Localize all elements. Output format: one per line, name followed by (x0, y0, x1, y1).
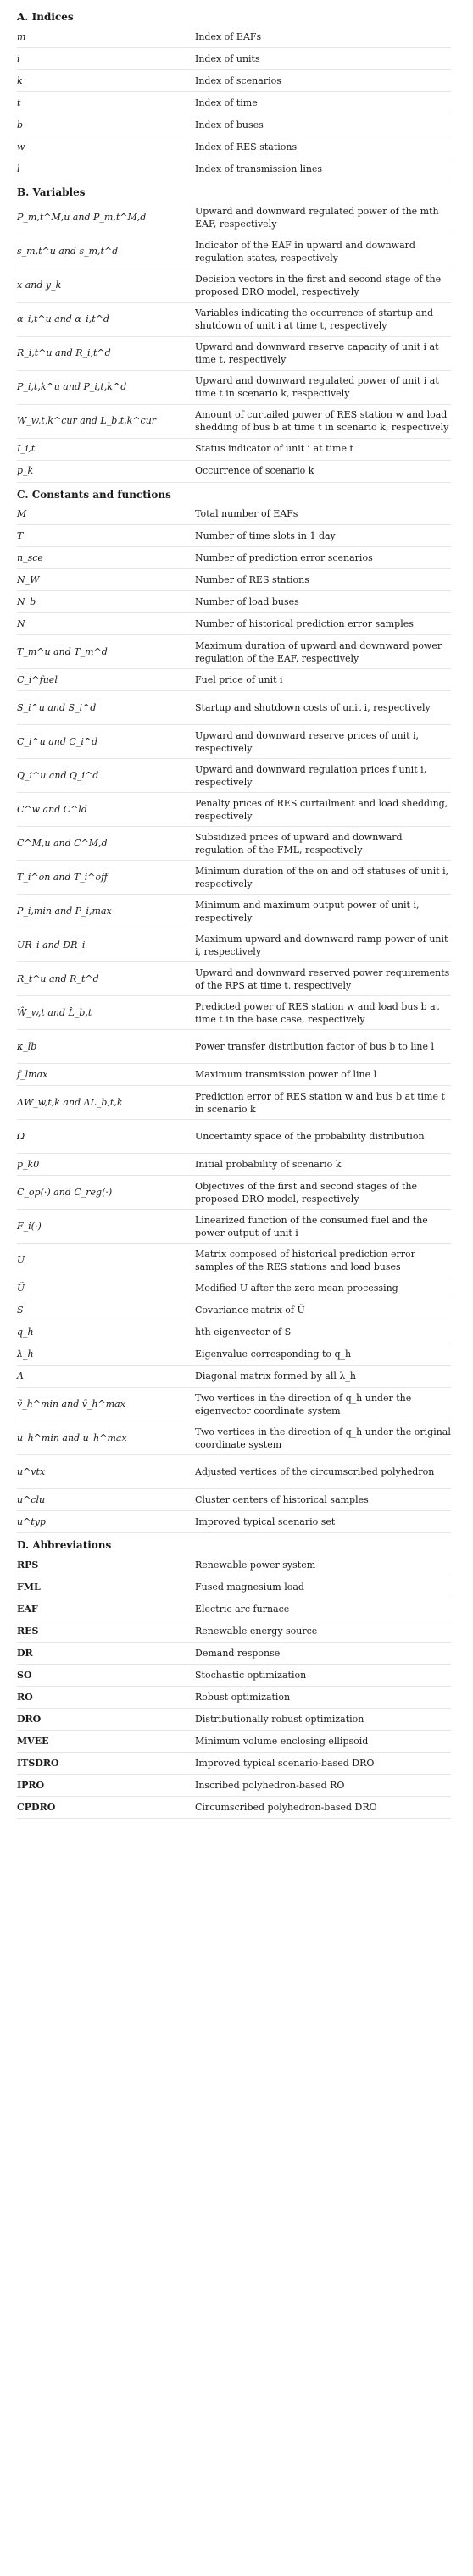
description: Predicted power of RES station w and load bus b at time t in the base case, respectively (195, 1000, 440, 1025)
description: Two vertices in the direction of q_h under the original coordinate system (195, 1426, 451, 1450)
nomenclature-row (17, 1064, 451, 1086)
description: Power transfer distribution factor of bus b to line l (195, 1041, 434, 1053)
description: Upward and downward reserve prices of unit i, respectively (195, 729, 420, 754)
description: Upward and downward regulated power of unit i at time t in scenario k, respectively (195, 374, 439, 400)
description: Upward and downward reserve capacity of unit i at time t, respectively (195, 341, 439, 366)
nomenclature-row (17, 525, 451, 547)
nomenclature-row (17, 1366, 451, 1388)
description: Minimum volume enclosing ellipsoid (195, 1735, 369, 1747)
description: Improved typical scenario-based DRO (195, 1757, 375, 1769)
nomenclature-row (17, 1388, 451, 1421)
symbol: P_i,min and P_i,max (17, 906, 112, 917)
symbol: f_lmax (17, 1069, 48, 1081)
description: Adjusted vertices of the circumscribed polyhedron (195, 1466, 435, 1478)
nomenclature-row (17, 1731, 451, 1753)
description: Upward and downward regulated power of the mth EAF, respectively (195, 205, 439, 230)
nomenclature-row (17, 439, 451, 461)
description: Renewable power system (195, 1559, 316, 1571)
description: Index of units (195, 53, 260, 64)
description: Minimum duration of the on and off statuses of unit i, respectively (195, 865, 449, 889)
description: Index of transmission lines (195, 163, 323, 175)
symbol: m (17, 30, 26, 42)
description: Number of time slots in 1 day (195, 530, 336, 542)
section-title: B. Variables (17, 186, 86, 198)
symbol: P_i,t,k^u and P_i,t,k^d (17, 381, 127, 393)
symbol: T (17, 530, 24, 542)
symbol: n_sce (17, 552, 43, 564)
nomenclature-row (17, 1665, 451, 1687)
nomenclature-row (17, 895, 451, 928)
description: Matrix composed of historical prediction error samples of the RES stations and load buses (195, 1248, 415, 1272)
nomenclature-row (17, 635, 451, 669)
symbol: w (17, 141, 25, 152)
section (17, 10, 451, 180)
description: Number of historical prediction error samples (195, 618, 414, 630)
description: Penalty prices of RES curtailment and load shedding, respectively (195, 797, 448, 822)
description: Demand response (195, 1647, 281, 1659)
symbol: N_b (17, 596, 36, 608)
nomenclature-row (17, 1343, 451, 1366)
symbol: u_h^min and u_h^max (17, 1432, 127, 1444)
nomenclature-row (17, 1554, 451, 1576)
symbol: ΔW_w,t,k and ΔL_b,t,k (17, 1097, 123, 1109)
nomenclature-row (17, 1455, 451, 1489)
description: Two vertices in the direction of q_h under the eigenvector coordinate system (195, 1392, 412, 1416)
section (17, 186, 451, 483)
nomenclature-row (17, 569, 451, 591)
description: Variables indicating the occurrence of startup and shutdown of unit i at time t, respectively (195, 307, 434, 332)
symbol: i (17, 53, 20, 64)
symbol: CPDRO (17, 1801, 56, 1813)
symbol: Ω (17, 1131, 25, 1143)
nomenclature-row (17, 235, 451, 269)
description: Minimum and maximum output power of unit i, respectively (195, 899, 420, 923)
description: Initial probability of scenario k (195, 1159, 342, 1171)
symbol: DRO (17, 1713, 42, 1725)
nomenclature-row (17, 337, 451, 371)
symbol: Λ (17, 1371, 24, 1382)
symbol: s_m,t^u and s_m,t^d (17, 246, 119, 258)
symbol: MVEE (17, 1735, 49, 1747)
nomenclature-row (17, 1687, 451, 1709)
description: Linearized function of the consumed fuel and the power output of unit i (195, 1214, 428, 1238)
symbol: q_h (17, 1327, 34, 1338)
description: Maximum duration of upward and downward power regulation of the EAF, respectively (195, 640, 442, 664)
description: Upward and downward reserved power requirements of the RPS at time t, respectively (195, 967, 450, 991)
symbol: C^M,u and C^M,d (17, 838, 108, 850)
symbol: Ŵ_w,t and L̂_b,t (17, 1007, 92, 1019)
description: Robust optimization (195, 1691, 291, 1703)
description: Inscribed polyhedron-based RO (195, 1779, 345, 1791)
symbol: Ũ (17, 1282, 25, 1294)
symbol: p_k (17, 465, 34, 477)
symbol: FML (17, 1581, 41, 1593)
nomenclature-row (17, 461, 451, 483)
symbol: C_i^fuel (17, 674, 58, 686)
description: Subsidized prices of upward and downward regulation of the FML, respectively (195, 831, 403, 856)
description: Improved typical scenario set (195, 1516, 336, 1528)
nomenclature-row (17, 48, 451, 70)
symbol: b (17, 119, 24, 130)
description: Decision vectors in the first and second stage of the proposed DRO model, respectively (195, 273, 442, 298)
description: Index of EAFs (195, 30, 262, 42)
nomenclature-row (17, 92, 451, 114)
nomenclature-row (17, 405, 451, 439)
section-title: A. Indices (17, 11, 74, 23)
nomenclature-row (17, 1244, 451, 1277)
symbol: P_m,t^M,u and P_m,t^M,d (17, 212, 147, 224)
symbol: l (17, 163, 20, 175)
description: Fuel price of unit i (195, 674, 283, 686)
symbol: F_i(·) (17, 1221, 42, 1233)
nomenclature-row (17, 547, 451, 569)
description: Distributionally robust optimization (195, 1713, 364, 1725)
section-title: D. Abbreviations (17, 1539, 112, 1552)
symbol: S_i^u and S_i^d (17, 702, 97, 714)
nomenclature-row (17, 70, 451, 92)
symbol: C_op(·) and C_reg(·) (17, 1187, 113, 1199)
symbol: T_i^on and T_i^off (17, 872, 108, 884)
symbol: C^w and C^ld (17, 804, 87, 816)
description: Total number of EAFs (195, 508, 298, 520)
symbol: I_i,t (17, 443, 36, 455)
nomenclature-row (17, 1598, 451, 1620)
symbol: S (17, 1305, 24, 1316)
nomenclature-row (17, 1086, 451, 1120)
symbol: IPRO (17, 1779, 45, 1791)
symbol: C_i^u and C_i^d (17, 736, 98, 748)
symbol: x and y_k (17, 280, 62, 291)
symbol: k (17, 75, 23, 86)
description: Number of prediction error scenarios (195, 552, 373, 564)
nomenclature-row (17, 1489, 451, 1511)
nomenclature-row (17, 1277, 451, 1299)
symbol: p_k0 (17, 1159, 40, 1171)
symbol: R_i,t^u and R_i,t^d (17, 347, 111, 359)
symbol: ITSDRO (17, 1757, 59, 1769)
nomenclature-row (17, 669, 451, 691)
symbol: Q_i^u and Q_i^d (17, 770, 99, 782)
description: Modified U after the zero mean processing (195, 1282, 398, 1294)
symbol: UR_i and DR_i (17, 939, 86, 951)
nomenclature-row (17, 158, 451, 180)
symbol: EAF (17, 1603, 38, 1615)
section (17, 1538, 451, 1819)
nomenclature-row (17, 1797, 451, 1819)
section (17, 488, 451, 1534)
symbol: u^typ (17, 1516, 46, 1528)
description: Diagonal matrix formed by all λ_h (195, 1371, 356, 1382)
nomenclature-row (17, 1511, 451, 1533)
nomenclature-row (17, 26, 451, 48)
nomenclature-row (17, 725, 451, 759)
symbol: R_t^u and R_t^d (17, 973, 99, 985)
description: Electric arc furnace (195, 1603, 290, 1615)
description: Eigenvalue corresponding to q_h (195, 1349, 352, 1360)
symbol: t (17, 97, 21, 108)
description: Number of load buses (195, 596, 299, 608)
symbol: RES (17, 1625, 39, 1637)
nomenclature-row (17, 1299, 451, 1321)
symbol: RPS (17, 1559, 39, 1571)
symbol: λ_h (17, 1349, 34, 1360)
description: Renewable energy source (195, 1625, 318, 1637)
description: Upward and downward regulation prices f unit i, respectively (195, 763, 427, 788)
section-title: C. Constants and functions (17, 488, 171, 501)
symbol: M (17, 508, 27, 520)
description: Startup and shutdown costs of unit i, respectively (195, 702, 431, 714)
nomenclature-row (17, 503, 451, 525)
description: Covariance matrix of Ũ (195, 1305, 305, 1316)
symbol: SO (17, 1669, 32, 1681)
description: Uncertainty space of the probability distribution (195, 1131, 425, 1143)
description: Maximum transmission power of line l (195, 1069, 377, 1081)
nomenclature-row (17, 759, 451, 793)
description: Stochastic optimization (195, 1669, 307, 1681)
nomenclature-row (17, 861, 451, 895)
symbol: ṽ_h^min and ṽ_h^max (17, 1399, 125, 1410)
nomenclature-row (17, 202, 451, 235)
description: Index of RES stations (195, 141, 298, 152)
symbol: N_W (17, 574, 40, 586)
symbol: W_w,t,k^cur and L_b,t,k^cur (17, 415, 157, 427)
nomenclature-row (17, 1210, 451, 1244)
symbol: DR (17, 1647, 33, 1659)
description: Index of time (195, 97, 258, 108)
description: Indicator of the EAF in upward and downward regulation states, respectively (195, 239, 415, 264)
symbol: N (17, 618, 25, 630)
nomenclature-row (17, 1154, 451, 1176)
nomenclature-row (17, 996, 451, 1030)
nomenclature-row (17, 1620, 451, 1643)
nomenclature-row (17, 136, 451, 158)
nomenclature-row (17, 303, 451, 337)
nomenclature-row (17, 827, 451, 861)
nomenclature-row (17, 269, 451, 303)
nomenclature-row (17, 928, 451, 962)
nomenclature-row (17, 1321, 451, 1343)
nomenclature-row (17, 793, 451, 827)
symbol: RO (17, 1691, 33, 1703)
symbol: u^clu (17, 1494, 46, 1506)
description: Index of buses (195, 119, 264, 130)
nomenclature-row (17, 962, 451, 996)
description: hth eigenvector of S (195, 1327, 292, 1338)
nomenclature-row (17, 591, 451, 613)
description: Objectives of the first and second stages of the proposed DRO model, respectively (195, 1180, 418, 1205)
description: Maximum upward and downward ramp power of unit i, respectively (195, 933, 448, 957)
symbol: T_m^u and T_m^d (17, 646, 108, 658)
description: Index of scenarios (195, 75, 281, 86)
description: Status indicator of unit i at time t (195, 443, 353, 455)
symbol: U (17, 1255, 25, 1266)
symbol: κ_lb (17, 1041, 37, 1053)
nomenclature-row (17, 1120, 451, 1154)
description: Amount of curtailed power of RES station w and load shedding of bus b at time t in scenario k, respectively (195, 408, 449, 434)
description: Fused magnesium load (195, 1581, 304, 1593)
nomenclature-row (17, 1176, 451, 1210)
nomenclature-row (17, 1421, 451, 1455)
nomenclature-row (17, 1753, 451, 1775)
nomenclature-row (17, 114, 451, 136)
symbol: u^vtx (17, 1466, 46, 1478)
nomenclature-row (17, 1643, 451, 1665)
description: Occurrence of scenario k (195, 465, 314, 477)
nomenclature-row (17, 1775, 451, 1797)
description: Prediction error of RES station w and bus b at time t in scenario k (195, 1090, 445, 1115)
nomenclature-row (17, 613, 451, 635)
description: Circumscribed polyhedron-based DRO (195, 1801, 377, 1813)
description: Cluster centers of historical samples (195, 1494, 369, 1506)
nomenclature-row (17, 371, 451, 405)
description: Number of RES stations (195, 574, 309, 586)
nomenclature-row (17, 1030, 451, 1064)
symbol: α_i,t^u and α_i,t^d (17, 313, 109, 325)
nomenclature-row (17, 1576, 451, 1598)
nomenclature-row (17, 1709, 451, 1731)
nomenclature-row (17, 691, 451, 725)
